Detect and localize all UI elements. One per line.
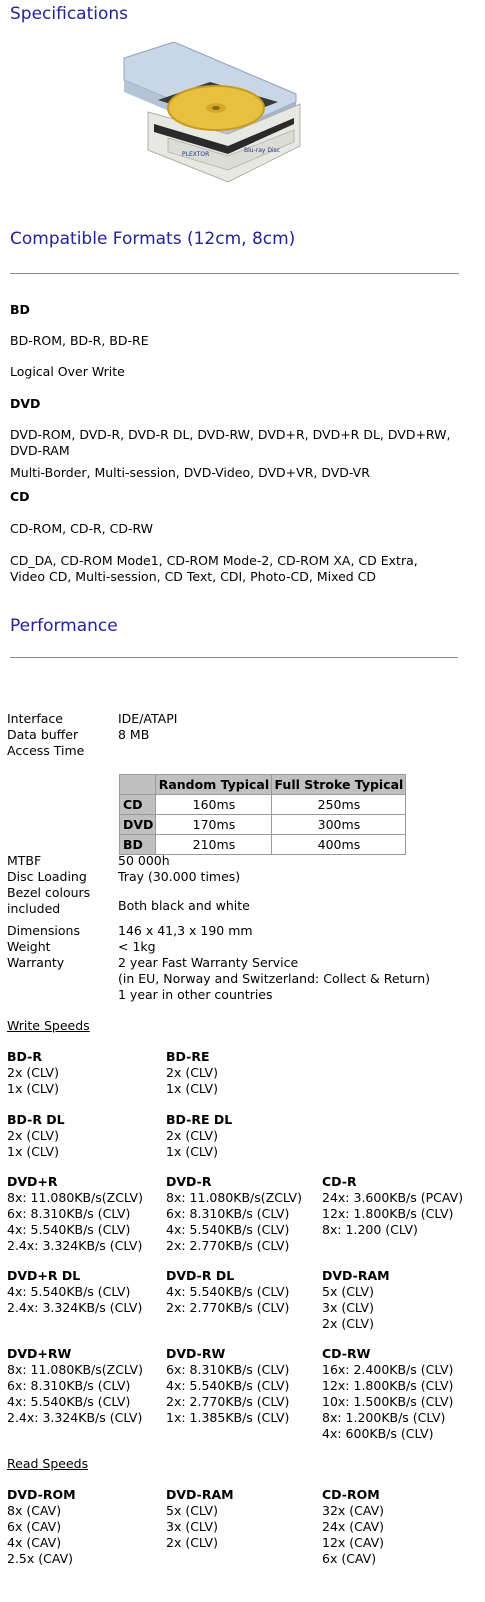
- column-header: Random Typical: [156, 775, 272, 795]
- table-cell: 300ms: [272, 815, 406, 835]
- mtbf-label: MTBF: [7, 853, 42, 868]
- speed-group-dvd-minus-r: [166, 1174, 302, 1254]
- page-title: Specifications: [10, 4, 129, 24]
- warranty-region: (in EU, Norway and Switzerland: Collect & Return): [118, 971, 431, 986]
- speed-line: 6x: 8.310KB/s (CLV): [166, 1206, 290, 1221]
- loading-label: Disc Loading: [7, 869, 87, 884]
- speed-group-dvd-plus-r: [7, 1174, 143, 1254]
- speed-line: 6x (CAV): [322, 1551, 377, 1566]
- row-header: CD: [120, 795, 156, 815]
- table-row: [120, 795, 406, 815]
- group-name: BD-R: [7, 1049, 42, 1064]
- speed-line: 16x: 2.400KB/s (CLV): [322, 1362, 454, 1377]
- warranty-value: 2 year Fast Warranty Service: [118, 955, 299, 970]
- speed-group-dvd-rom: [7, 1487, 76, 1567]
- speed-group-dvd-minus-rw: [166, 1346, 289, 1426]
- speed-group-cd-r: [322, 1174, 463, 1238]
- table-cell: 250ms: [272, 795, 406, 815]
- warranty-label: Warranty: [7, 955, 65, 970]
- group-name: BD-R DL: [7, 1112, 65, 1127]
- group-name: DVD-RW: [166, 1346, 226, 1361]
- bezel-value: Both black and white: [118, 898, 250, 913]
- speed-line: 8x: 1.200KB/s (CLV): [322, 1410, 446, 1425]
- speed-line: 2x (CLV): [7, 1128, 59, 1143]
- interface-label: Interface: [7, 711, 63, 726]
- group-name: DVD-R: [166, 1174, 212, 1189]
- speed-group-bd-r-dl: [7, 1112, 65, 1160]
- speed-line: 6x: 8.310KB/s (CLV): [7, 1206, 131, 1221]
- speed-group-dvd-ram: [322, 1268, 390, 1332]
- column-header: Full Stroke Typical: [272, 775, 406, 795]
- dimensions-label: Dimensions: [7, 923, 80, 938]
- speed-line: 12x: 1.800KB/s (CLV): [322, 1206, 454, 1221]
- speed-line: 2x (CLV): [7, 1065, 59, 1080]
- group-name: CD-RW: [322, 1346, 371, 1361]
- group-name: DVD-R DL: [166, 1268, 235, 1283]
- read-speeds-heading: Read Speeds: [7, 1456, 89, 1471]
- speed-line: 2.4x: 3.324KB/s (CLV): [7, 1410, 143, 1425]
- cd-heading: CD: [10, 489, 30, 504]
- dvd-formats: DVD-ROM, DVD-R, DVD-R DL, DVD-RW, DVD+R, DVD+R DL, DVD+RW, DVD-RAM: [10, 427, 451, 458]
- speed-line: 10x: 1.500KB/s (CLV): [322, 1394, 454, 1409]
- dimensions-value: 146 x 41,3 x 190 mm: [118, 923, 253, 938]
- speed-line: 3x (CLV): [166, 1519, 218, 1534]
- bd-feature: Logical Over Write: [10, 364, 125, 379]
- speed-line: 12x (CAV): [322, 1535, 385, 1550]
- group-name: DVD-ROM: [7, 1487, 76, 1502]
- group-name: DVD-RAM: [166, 1487, 234, 1502]
- speed-line: 1x (CLV): [7, 1144, 59, 1159]
- speed-line: 4x: 5.540KB/s (CLV): [166, 1378, 290, 1393]
- speed-line: 8x: 11.080KB/s(ZCLV): [166, 1190, 302, 1205]
- weight-value: < 1kg: [118, 939, 156, 954]
- mtbf-value: 50 000h: [118, 853, 170, 868]
- group-name: BD-RE: [166, 1049, 210, 1064]
- warranty-other: 1 year in other countries: [118, 987, 273, 1002]
- speed-group-dvd-ram-read: [166, 1487, 234, 1551]
- bezel-label-cont: included: [7, 901, 61, 916]
- speed-line: 4x: 5.540KB/s (CLV): [166, 1284, 290, 1299]
- row-header: DVD: [120, 815, 156, 835]
- row-header: BD: [120, 835, 156, 855]
- buffer-label: Data buffer: [7, 727, 79, 742]
- speed-group-dvd-plus-rw: [7, 1346, 143, 1426]
- group-name: BD-RE DL: [166, 1112, 233, 1127]
- optical-drive-image: [118, 42, 302, 190]
- speed-line: 4x: 5.540KB/s (CLV): [7, 1394, 131, 1409]
- speed-line: 2x: 2.770KB/s (CLV): [166, 1300, 290, 1315]
- speed-line: 4x: 5.540KB/s (CLV): [7, 1284, 131, 1299]
- table-cell: 160ms: [156, 795, 272, 815]
- table-header-row: [120, 775, 406, 795]
- speed-line: 2.4x: 3.324KB/s (CLV): [7, 1300, 143, 1315]
- speed-line: 2x (CLV): [166, 1065, 218, 1080]
- speed-line: 2x (CLV): [322, 1316, 374, 1331]
- speed-line: 4x (CAV): [7, 1535, 62, 1550]
- speed-line: 8x: 1.200 (CLV): [322, 1222, 418, 1237]
- speed-line: 1x (CLV): [166, 1081, 218, 1096]
- speed-line: 8x: 11.080KB/s(ZCLV): [7, 1362, 143, 1377]
- table-cell: 210ms: [156, 835, 272, 855]
- speed-group-dvd-minus-r-dl: [166, 1268, 289, 1316]
- divider: [10, 273, 459, 274]
- group-name: DVD+RW: [7, 1346, 72, 1361]
- speed-line: 8x: 11.080KB/s(ZCLV): [7, 1190, 143, 1205]
- bluray-logo-icon: Blu-ray Disc: [244, 147, 281, 154]
- table-cell: 170ms: [156, 815, 272, 835]
- speed-group-cd-rw: [322, 1346, 453, 1442]
- speed-group-bd-re-dl: [166, 1112, 232, 1160]
- bezel-label: Bezel colours: [7, 885, 91, 900]
- speed-line: 1x: 1.385KB/s (CLV): [166, 1410, 290, 1425]
- brand-logo-icon: PLEXTOR: [182, 151, 210, 158]
- speed-line: 6x: 8.310KB/s (CLV): [166, 1362, 290, 1377]
- table-row: [120, 815, 406, 835]
- table-corner-cell: [120, 775, 156, 795]
- speed-line: 2x: 2.770KB/s (CLV): [166, 1394, 290, 1409]
- speed-line: 2.4x: 3.324KB/s (CLV): [7, 1238, 143, 1253]
- speed-line: 3x (CLV): [322, 1300, 374, 1315]
- speed-line: 4x: 5.540KB/s (CLV): [166, 1222, 290, 1237]
- speed-line: 24x: 3.600KB/s (PCAV): [322, 1190, 464, 1205]
- speed-line: 8x (CAV): [7, 1503, 62, 1518]
- access-time-table: [119, 774, 406, 855]
- speed-line: 2x (CLV): [166, 1535, 218, 1550]
- speed-line: 4x: 600KB/s (CLV): [322, 1426, 434, 1441]
- speed-group-dvd-plus-r-dl: [7, 1268, 142, 1316]
- table-row: [120, 835, 406, 855]
- group-name: CD-R: [322, 1174, 357, 1189]
- interface-value: IDE/ATAPI: [118, 711, 178, 726]
- buffer-value: 8 MB: [118, 727, 150, 742]
- speed-line: 2.5x (CAV): [7, 1551, 74, 1566]
- speed-line: 5x (CLV): [166, 1503, 218, 1518]
- cd-modes: CD_DA, CD-ROM Mode1, CD-ROM Mode-2, CD-ROM XA, CD Extra, Video CD, Multi-session, CD Text, CDI, Photo-CD, Mixed CD: [10, 553, 418, 584]
- group-name: DVD-RAM: [322, 1268, 390, 1283]
- speed-group-bd-r: [7, 1049, 59, 1097]
- weight-label: Weight: [7, 939, 51, 954]
- dvd-modes: Multi-Border, Multi-session, DVD-Video, DVD+VR, DVD-VR: [10, 465, 370, 480]
- loading-value: Tray (30.000 times): [118, 869, 241, 884]
- group-name: CD-ROM: [322, 1487, 380, 1502]
- write-speeds-heading: Write Speeds: [7, 1018, 90, 1033]
- speed-line: 4x: 5.540KB/s (CLV): [7, 1222, 131, 1237]
- speed-line: 5x (CLV): [322, 1284, 374, 1299]
- speed-line: 12x: 1.800KB/s (CLV): [322, 1378, 454, 1393]
- speed-line: 1x (CLV): [166, 1144, 218, 1159]
- speed-group-cd-rom: [322, 1487, 384, 1567]
- speed-line: 1x (CLV): [7, 1081, 59, 1096]
- formats-heading: Compatible Formats (12cm, 8cm): [10, 229, 296, 249]
- speed-line: 6x: 8.310KB/s (CLV): [7, 1378, 131, 1393]
- speed-line: 32x (CAV): [322, 1503, 385, 1518]
- speed-line: 6x (CAV): [7, 1519, 62, 1534]
- speed-line: 24x (CAV): [322, 1519, 385, 1534]
- access-time-label: Access Time: [7, 743, 85, 758]
- dvd-heading: DVD: [10, 396, 41, 411]
- cd-formats: CD-ROM, CD-R, CD-RW: [10, 521, 154, 536]
- group-name: DVD+R DL: [7, 1268, 81, 1283]
- divider: [10, 657, 458, 658]
- bd-heading: BD: [10, 302, 30, 317]
- performance-heading: Performance: [10, 616, 118, 636]
- speed-group-bd-re: [166, 1049, 218, 1097]
- bd-formats: BD-ROM, BD-R, BD-RE: [10, 333, 149, 348]
- table-cell: 400ms: [272, 835, 406, 855]
- group-name: DVD+R: [7, 1174, 58, 1189]
- speed-line: 2x: 2.770KB/s (CLV): [166, 1238, 290, 1253]
- speed-line: 2x (CLV): [166, 1128, 218, 1143]
